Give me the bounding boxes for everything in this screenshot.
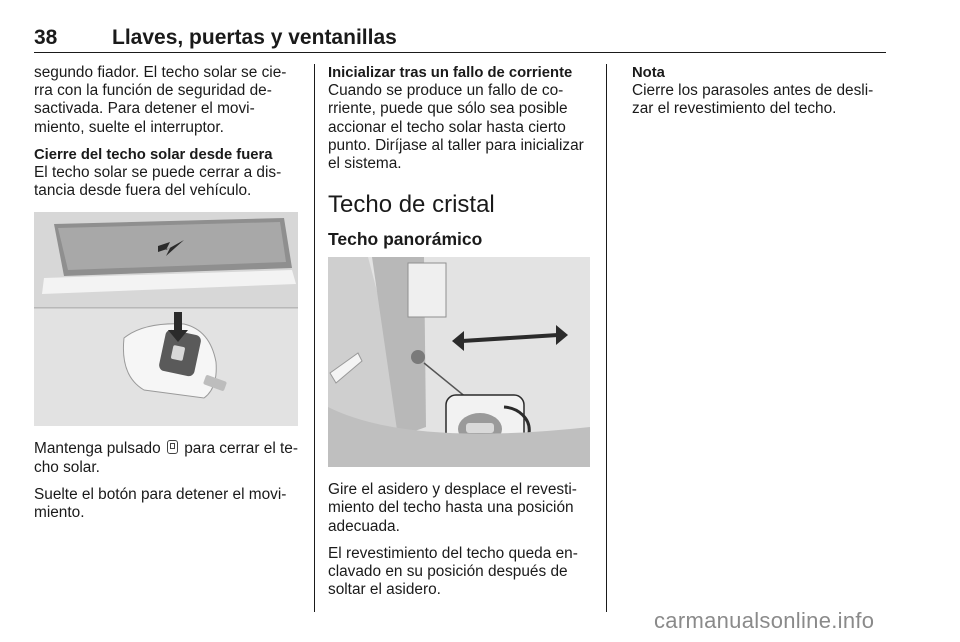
paragraph: segundo fiador. El techo solar se cie- rra con la función de seguridad de- sactivada. Para detener el movi- miento, suelte el interruptor. bbox=[34, 64, 287, 136]
note-heading: Nota bbox=[632, 65, 665, 81]
panoramic-roof-illustration bbox=[328, 257, 590, 467]
page-number: 38 bbox=[34, 26, 58, 49]
column-right bbox=[632, 64, 892, 128]
text-fragment: para cerrar el te- cho solar. bbox=[34, 440, 298, 476]
column-left bbox=[34, 64, 300, 531]
paragraph: Cuando se produce un fallo de co- rriente, puede que sólo sea posible accionar el techo solar hasta cierto punto. Diríjase al taller para inicializar el sistema. bbox=[328, 82, 584, 173]
subheading-close-from-outside: Cierre del techo solar desde fuera bbox=[34, 146, 273, 163]
subsection-title: Techo panorámico bbox=[328, 229, 483, 250]
page-header bbox=[34, 26, 886, 54]
text-fragment: Mantenga pulsado bbox=[34, 440, 161, 458]
column-middle bbox=[328, 64, 590, 608]
note-text: Cierre los parasoles antes de desli- zar el revestimiento del techo. bbox=[632, 82, 874, 118]
paragraph: Suelte el botón para detener el movi- miento. bbox=[34, 485, 287, 522]
paragraph: Gire el asidero y desplace el revesti- miento del techo hasta una posición adecuada. bbox=[328, 481, 577, 535]
subheading-init-power-failure: Inicializar tras un fallo de corriente bbox=[328, 65, 573, 81]
section-title: Techo de cristal bbox=[328, 191, 495, 219]
watermark: carmanualsonline.info bbox=[654, 608, 875, 633]
paragraph: El techo solar se puede cerrar a dis- tancia desde fuera del vehículo. bbox=[34, 164, 282, 200]
paragraph: El revestimiento del techo queda en- clavado en su posición después de soltar el asidero. bbox=[328, 544, 578, 599]
header-divider bbox=[34, 52, 886, 53]
key-close-roof-icon bbox=[167, 440, 178, 454]
chapter-title: Llaves, puertas y ventanillas bbox=[112, 26, 397, 49]
column-divider bbox=[606, 64, 607, 612]
paragraph-press-key bbox=[34, 440, 300, 476]
column-divider bbox=[314, 64, 315, 612]
sunroof-remote-illustration bbox=[34, 212, 298, 426]
